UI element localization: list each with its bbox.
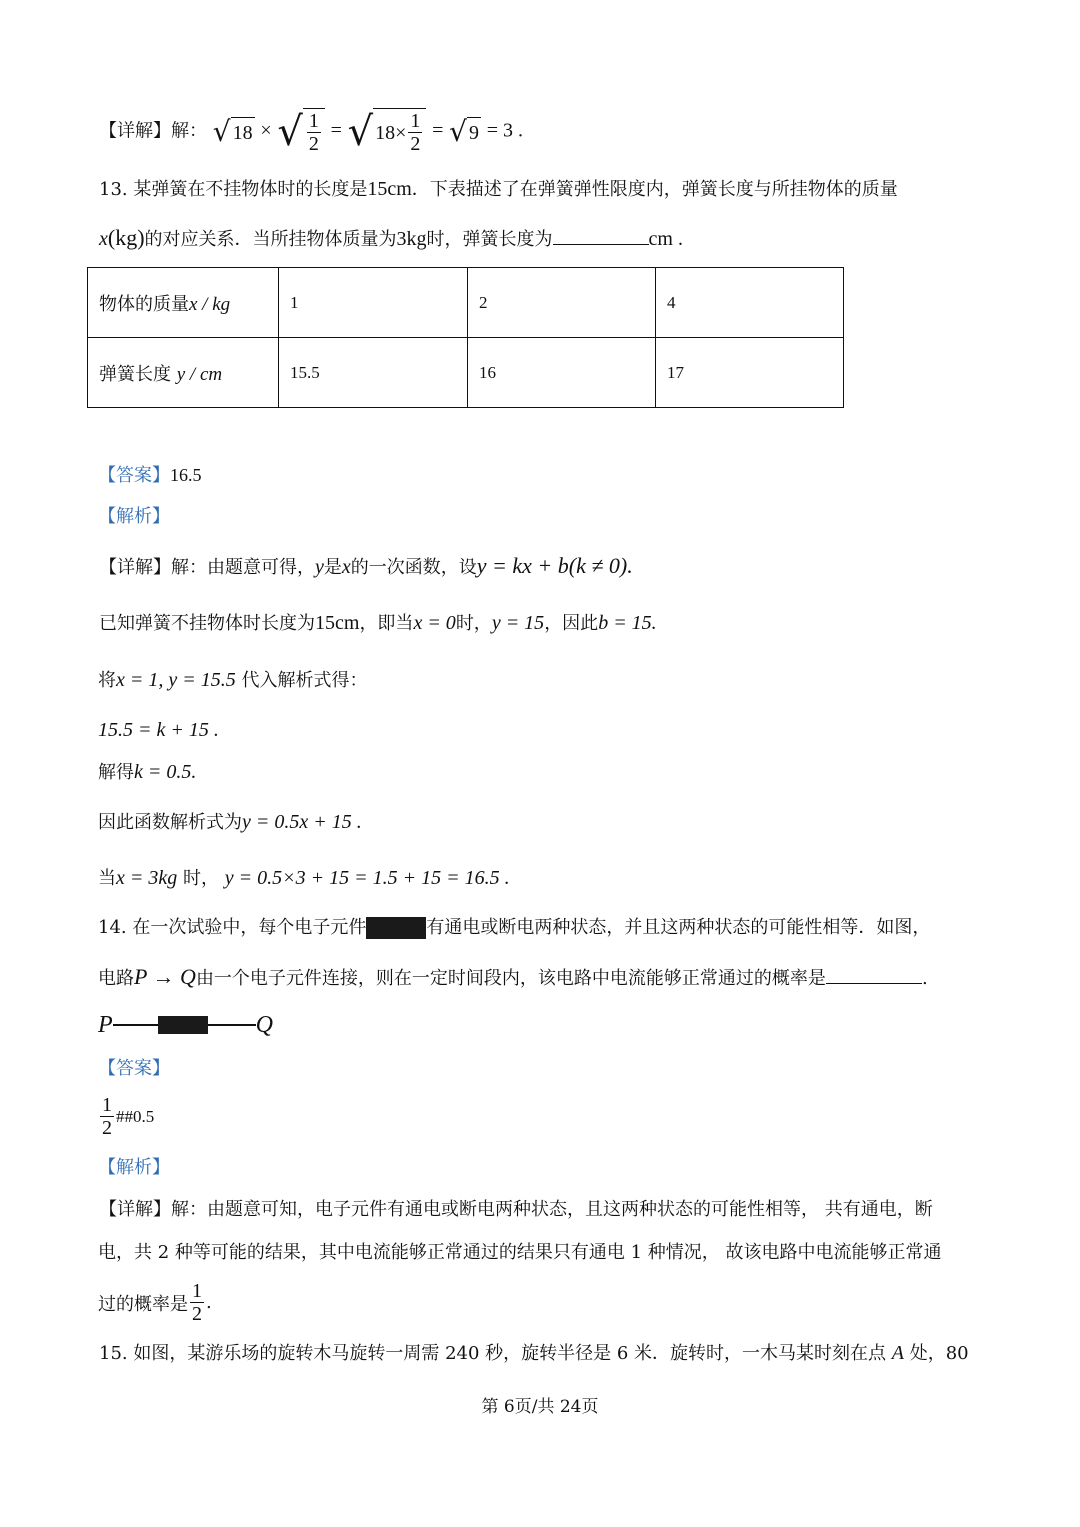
q13-table xyxy=(87,267,844,408)
q13-line2 xyxy=(99,224,683,254)
q13-3kg: 3kg xyxy=(396,228,427,250)
sqrt-18-times-half: √ 18× $\frac{1}{2}$ xyxy=(348,108,427,155)
q13-kg-unit: (kg) xyxy=(107,225,145,250)
table-row xyxy=(88,268,844,338)
mass-unit: x / kg xyxy=(189,293,231,315)
frac-den-2: 2 xyxy=(410,133,421,155)
table-row xyxy=(88,338,844,408)
detail-text: 过的概率是 xyxy=(98,1293,188,1315)
q14-text-2c: 由一个电子元件连接，则在一定时间段内，该电路中电流能够正常通过的概率是 xyxy=(195,968,826,989)
prob-frac-num: 1 xyxy=(192,1280,202,1302)
q13-detail-5 xyxy=(98,758,196,787)
detail-text: 是 xyxy=(323,557,342,578)
prob-frac-den: 2 xyxy=(192,1303,202,1325)
var-x: x xyxy=(341,556,351,578)
electronic-component-icon xyxy=(366,917,426,939)
q14-line2 xyxy=(98,963,928,993)
q14-answer-label: 【答案】 xyxy=(98,1058,170,1079)
final-calculation: y = 0.5×3 + 15 = 1.5 + 15 = 16.5 . xyxy=(224,867,510,889)
q15-line1 xyxy=(99,1339,969,1368)
q13-detail-4: 15.5 = k + 15 . xyxy=(98,719,219,741)
equals-sign-2: = xyxy=(432,119,444,142)
q14-line1 xyxy=(98,914,930,942)
q13-answer xyxy=(98,461,202,490)
circuit-diagram xyxy=(98,1010,273,1040)
radicand-18x: 18× xyxy=(375,121,407,144)
detail-label: 【详解】解： xyxy=(99,120,207,142)
frac-den: 2 xyxy=(308,133,319,155)
value-15cm: 15cm xyxy=(315,612,360,634)
result-3: = 3 . xyxy=(486,119,523,142)
detail-text: 因此函数解析式为 xyxy=(98,812,242,833)
q13-text-2c: 的对应关系．当所挂物体质量为 xyxy=(144,229,397,250)
q13-detail-6 xyxy=(98,808,362,837)
length-label: 弹簧长度 xyxy=(99,363,171,385)
detail-text: ，因此 xyxy=(544,613,599,634)
equals-sign: = xyxy=(330,119,342,142)
q13-text-a: 13. 某弹簧在不挂物体时的长度是 xyxy=(99,179,368,200)
eq-y15: y = 15 xyxy=(491,612,545,634)
circuit-component-icon xyxy=(158,1016,208,1034)
eq-b15: b = 15. xyxy=(598,612,657,634)
table-cell: 17 xyxy=(656,338,844,408)
table-cell: 16 xyxy=(468,338,656,408)
table-cell: 15.5 xyxy=(279,338,468,408)
sqrt-9: √ 9 xyxy=(449,114,479,148)
circuit-p-to-q: P → Q xyxy=(134,964,196,989)
q14-detail-1: 【详解】解：由题意可知，电子元件有通电或断电两种状态，且这两种状态的可能性相等， 共有通电，断 xyxy=(99,1199,933,1220)
prev-detail-line xyxy=(99,108,523,155)
q13-detail-1 xyxy=(99,552,633,582)
q14-analysis-label: 【解析】 xyxy=(98,1157,170,1178)
radicand-18: 18 xyxy=(231,117,255,147)
detail-text: 将 xyxy=(98,670,116,691)
frac-num-2: 1 xyxy=(410,110,421,132)
length-unit: y / cm xyxy=(176,363,223,385)
q14-answer-blank xyxy=(826,963,922,984)
circuit-label-q: Q xyxy=(255,1011,274,1038)
var-y: y xyxy=(315,556,324,578)
table-cell: 1 xyxy=(279,268,468,338)
period: . xyxy=(921,968,928,989)
eq-x0: x = 0 xyxy=(413,612,456,634)
detail-text: ，即当 xyxy=(359,613,414,634)
radicand-9: 9 xyxy=(467,117,481,147)
circuit-wire-right xyxy=(208,1024,256,1026)
detail-text: 解得 xyxy=(98,762,134,783)
circuit-label-p: P xyxy=(98,1011,113,1038)
table-cell: 4 xyxy=(656,268,844,338)
q14-text-a: 14. 在一次试验中，每个电子元件 xyxy=(98,917,367,938)
function-expression: y = 0.5x + 15 . xyxy=(242,811,362,833)
detail-text: 时， xyxy=(455,613,492,634)
sqrt-18: √ 18 xyxy=(212,114,253,148)
q15-text-c: 处，80 xyxy=(909,1343,969,1364)
linear-function-eq: y = kx + b(k ≠ 0). xyxy=(476,553,633,578)
substitution-values: x = 1, y = 15.5 xyxy=(116,669,236,691)
detail-text: 代入解析式得： xyxy=(241,670,368,691)
frac-num: 1 xyxy=(308,110,319,132)
q13-line1 xyxy=(99,175,898,204)
page-footer: 第 6页/共 24页 xyxy=(481,1397,599,1417)
q14-detail-2: 电，共 2 种等可能的结果，其中电流能够正常通过的结果只有通电 1 种情况， 故该电路中电流能够正常通 xyxy=(98,1242,942,1263)
answer-label: 【答案】 xyxy=(98,465,170,486)
q13-detail-3 xyxy=(98,666,367,695)
q13-answer-blank xyxy=(553,224,649,245)
q14-text-b: 有通电或断电两种状态，并且这两种状态的可能性相等．如图， xyxy=(426,917,931,938)
q13-analysis-label: 【解析】 xyxy=(98,506,170,527)
detail-text: 当 xyxy=(98,868,116,889)
q14-answer xyxy=(100,1094,154,1139)
answer-alt: ##0.5 xyxy=(116,1106,155,1126)
period: . xyxy=(206,1292,212,1313)
q13-text-2e: 时，弹簧长度为 xyxy=(426,229,553,250)
sqrt-half: √ $\frac{1}{2}$ xyxy=(277,108,325,155)
mass-label: 物体的质量 xyxy=(99,293,189,315)
q13-text-c: ．下表描述了在弹簧弹性限度内，弹簧长度与所挂物体的质量 xyxy=(411,179,898,200)
q14-detail-3 xyxy=(98,1280,212,1325)
q13-detail-2 xyxy=(99,609,657,638)
table-header-length xyxy=(88,338,279,408)
answer-frac-den: 2 xyxy=(102,1117,112,1139)
detail-text: 的一次函数，设 xyxy=(350,557,477,578)
detail-text: 解：由题意可得， xyxy=(171,557,315,578)
detail-text: 时， xyxy=(182,868,219,889)
times-sign: × xyxy=(260,119,272,142)
circuit-wire-left xyxy=(113,1024,158,1026)
answer-frac-num: 1 xyxy=(102,1094,112,1116)
eq-x3kg: x = 3kg xyxy=(116,867,178,889)
q15-text-a: 15. 如图，某游乐场的旋转木马旋转一周需 240 秒，旋转半径是 6 米．旋转时，一木马某时刻在点 xyxy=(99,1343,887,1364)
detail-label: 【详解】 xyxy=(99,557,171,578)
detail-text: 已知弹簧不挂物体时长度为 xyxy=(99,613,315,634)
point-a: A xyxy=(891,1342,904,1364)
q13-15cm: 15cm xyxy=(367,178,412,200)
q13-x-var: x xyxy=(99,228,108,250)
answer-value: 16.5 xyxy=(170,465,202,485)
table-header-mass xyxy=(88,268,279,338)
q13-cm-unit: cm . xyxy=(648,228,683,250)
table-cell: 2 xyxy=(468,268,656,338)
q13-detail-7 xyxy=(98,864,510,893)
eq-k: k = 0.5. xyxy=(134,761,197,783)
q14-text-2a: 电路 xyxy=(98,968,134,989)
